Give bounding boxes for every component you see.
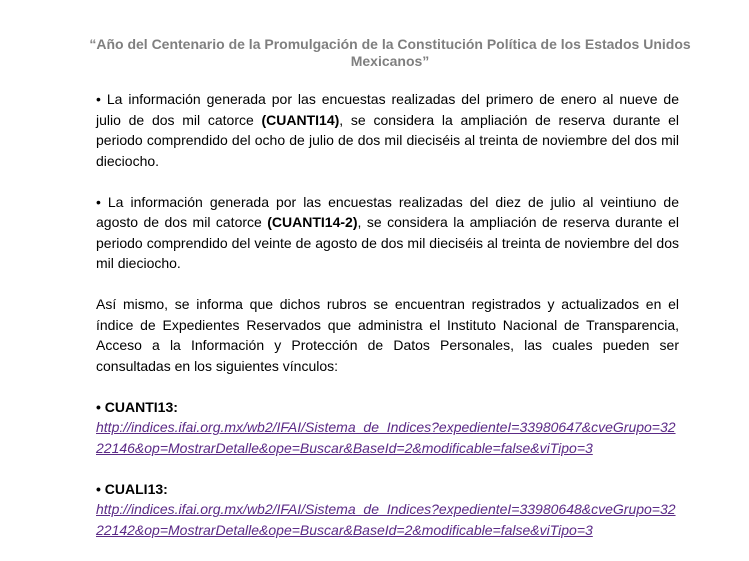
- paragraph-text: La información generada por las encuestas realizadas del primero de enero al nueve de julio de dos mil catorce: [96, 91, 679, 128]
- paragraph-cuanti14: [96, 89, 679, 171]
- link-cuanti13[interactable]: http://indices.ifai.org.mx/wb2/IFAI/Sistema_de_Indices?expedienteI=33980647&cveGrupo=3222146&op=MostrarDetalle&ope=Buscar&BaseId=2&modificable=false&viTipo=3: [96, 419, 676, 456]
- paragraph-text: La información generada por las encuestas realizadas del diez de julio al veintiuno de agosto de dos mil catorce: [96, 193, 679, 230]
- paragraph-note: Así mismo, se informa que dichos rubros se encuentran registrados y actualizados en el índice de Expedientes Reservados que administra el Instituto Nacional de Transparencia, Acceso a la Información y Protección de Datos Personales, las cuales pueden ser consultadas en los siguientes vínculos:: [96, 296, 679, 374]
- bullet: •: [96, 91, 101, 107]
- paragraph-text: , se considera la ampliación de reserva durante el periodo comprendido del veinte de agosto de dos mil dieciséis al treinta de noviembre del dos mil dieciocho.: [96, 214, 679, 271]
- document-body: [96, 89, 679, 561]
- paragraph-cuanti14-2: [96, 192, 679, 274]
- code-label: (CUANTI14): [261, 111, 340, 128]
- link-label-cuanti13: • CUANTI13:: [96, 398, 178, 415]
- link-label-cuali13: • CUALI13:: [96, 480, 168, 497]
- document-header: “Año del Centenario de la Promulgación de la Constitución Política de los Estados Unidos Mexicanos”: [89, 36, 691, 69]
- code-label: (CUANTI14-2): [267, 214, 358, 230]
- link-cuali13[interactable]: http://indices.ifai.org.mx/wb2/IFAI/Sistema_de_Indices?expedienteI=33980648&cveGrupo=3222142&op=MostrarDetalle&ope=Buscar&BaseId=2&modificable=false&viTipo=3: [96, 501, 676, 538]
- bullet: •: [96, 193, 101, 210]
- paragraph-text: , se considera la ampliación de reserva durante el periodo comprendido del ocho de julio de dos mil dieciséis al treinta de noviembre del dos mil dieciocho.: [96, 111, 679, 169]
